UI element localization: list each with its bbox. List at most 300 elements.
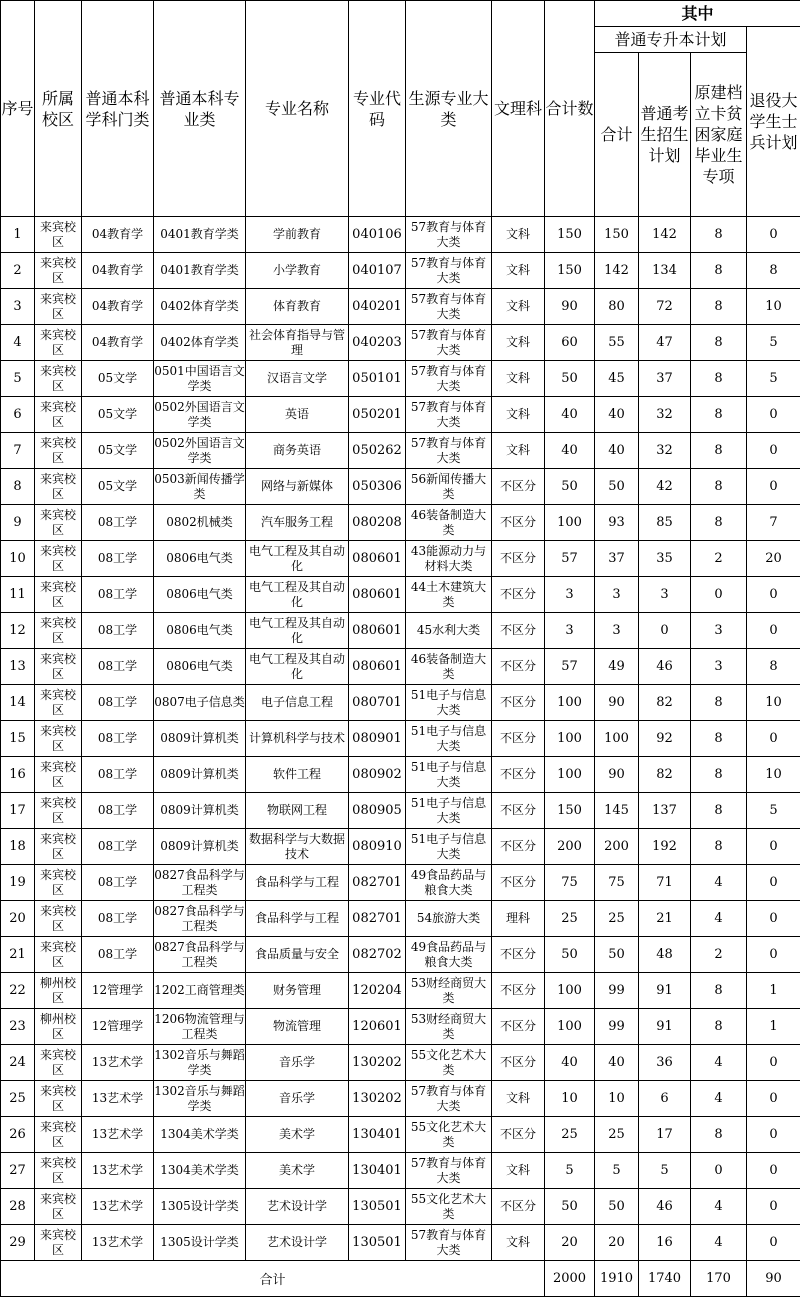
- cell-seq: 24: [1, 1045, 35, 1081]
- cell-major: 美术学: [246, 1153, 349, 1189]
- cell-source: 51电子与信息大类: [406, 757, 492, 793]
- cell-source: 55文化艺术大类: [406, 1117, 492, 1153]
- cell-subtotal: 5: [595, 1153, 639, 1189]
- cell-seq: 25: [1, 1081, 35, 1117]
- cell-veteran: 0: [747, 937, 800, 973]
- cell-subtotal: 25: [595, 901, 639, 937]
- cell-general: 82: [639, 685, 691, 721]
- cell-source: 51电子与信息大类: [406, 721, 492, 757]
- cell-category: 0809计算机类: [154, 757, 246, 793]
- cell-source: 46装备制造大类: [406, 505, 492, 541]
- cell-source: 51电子与信息大类: [406, 829, 492, 865]
- cell-veteran: 0: [747, 613, 800, 649]
- cell-seq: 21: [1, 937, 35, 973]
- cell-discipline: 08工学: [82, 901, 154, 937]
- cell-general: 48: [639, 937, 691, 973]
- cell-category: 0401教育学类: [154, 217, 246, 253]
- cell-discipline: 05文学: [82, 397, 154, 433]
- cell-general: 21: [639, 901, 691, 937]
- cell-total: 150: [545, 217, 595, 253]
- cell-arts-sci: 不区分: [492, 973, 545, 1009]
- cell-poverty: 8: [691, 793, 747, 829]
- cell-source: 57教育与体育大类: [406, 325, 492, 361]
- cell-code: 082701: [349, 901, 406, 937]
- cell-discipline: 08工学: [82, 721, 154, 757]
- cell-subtotal: 150: [595, 217, 639, 253]
- cell-code: 040201: [349, 289, 406, 325]
- cell-arts-sci: 不区分: [492, 1009, 545, 1045]
- cell-total: 5: [545, 1153, 595, 1189]
- cell-discipline: 08工学: [82, 793, 154, 829]
- table-row: [1, 505, 800, 541]
- cell-campus: 来宾校区: [35, 469, 82, 505]
- cell-source: 57教育与体育大类: [406, 397, 492, 433]
- cell-category: 0809计算机类: [154, 829, 246, 865]
- cell-subtotal: 3: [595, 577, 639, 613]
- cell-total: 100: [545, 1009, 595, 1045]
- cell-major: 电气工程及其自动化: [246, 541, 349, 577]
- table-row: [1, 253, 800, 289]
- cell-campus: 来宾校区: [35, 757, 82, 793]
- cell-source: 57教育与体育大类: [406, 289, 492, 325]
- cell-seq: 2: [1, 253, 35, 289]
- cell-seq: 19: [1, 865, 35, 901]
- cell-seq: 23: [1, 1009, 35, 1045]
- cell-campus: 来宾校区: [35, 397, 82, 433]
- cell-poverty: 4: [691, 1225, 747, 1261]
- cell-code: 082702: [349, 937, 406, 973]
- cell-general: 16: [639, 1225, 691, 1261]
- total-total: 2000: [545, 1261, 595, 1297]
- cell-arts-sci: 不区分: [492, 613, 545, 649]
- cell-poverty: 8: [691, 973, 747, 1009]
- cell-discipline: 08工学: [82, 685, 154, 721]
- cell-major: 音乐学: [246, 1081, 349, 1117]
- table-row: [1, 469, 800, 505]
- cell-arts-sci: 文科: [492, 1153, 545, 1189]
- cell-code: 130401: [349, 1117, 406, 1153]
- cell-major: 网络与新媒体: [246, 469, 349, 505]
- cell-general: 35: [639, 541, 691, 577]
- cell-subtotal: 100: [595, 721, 639, 757]
- cell-poverty: 2: [691, 937, 747, 973]
- cell-major: 英语: [246, 397, 349, 433]
- cell-subtotal: 40: [595, 433, 639, 469]
- cell-code: 120601: [349, 1009, 406, 1045]
- cell-arts-sci: 不区分: [492, 505, 545, 541]
- table-row: [1, 613, 800, 649]
- cell-subtotal: 145: [595, 793, 639, 829]
- table-row: [1, 865, 800, 901]
- cell-code: 050306: [349, 469, 406, 505]
- cell-seq: 18: [1, 829, 35, 865]
- header-poverty: 原建档立卡贫困家庭毕业生专项: [691, 53, 747, 217]
- cell-general: 92: [639, 721, 691, 757]
- cell-campus: 来宾校区: [35, 325, 82, 361]
- cell-campus: 来宾校区: [35, 901, 82, 937]
- cell-seq: 5: [1, 361, 35, 397]
- cell-source: 44土木建筑大类: [406, 577, 492, 613]
- cell-category: 0402体育学类: [154, 289, 246, 325]
- cell-poverty: 8: [691, 721, 747, 757]
- table-row: [1, 541, 800, 577]
- cell-arts-sci: 文科: [492, 217, 545, 253]
- cell-discipline: 08工学: [82, 937, 154, 973]
- cell-poverty: 8: [691, 217, 747, 253]
- cell-seq: 11: [1, 577, 35, 613]
- cell-discipline: 08工学: [82, 577, 154, 613]
- cell-arts-sci: 不区分: [492, 1045, 545, 1081]
- cell-general: 6: [639, 1081, 691, 1117]
- cell-major: 体育教育: [246, 289, 349, 325]
- cell-arts-sci: 文科: [492, 397, 545, 433]
- cell-general: 36: [639, 1045, 691, 1081]
- cell-code: 130202: [349, 1081, 406, 1117]
- cell-major: 物联网工程: [246, 793, 349, 829]
- cell-major: 电气工程及其自动化: [246, 613, 349, 649]
- cell-source: 43能源动力与材料大类: [406, 541, 492, 577]
- cell-category: 1304美术学类: [154, 1117, 246, 1153]
- cell-source: 49食品药品与粮食大类: [406, 937, 492, 973]
- cell-poverty: 8: [691, 829, 747, 865]
- header-discipline: 普通本科学科门类: [82, 1, 154, 217]
- cell-category: 1206物流管理与工程类: [154, 1009, 246, 1045]
- cell-category: 1305设计学类: [154, 1225, 246, 1261]
- cell-discipline: 12管理学: [82, 973, 154, 1009]
- cell-seq: 29: [1, 1225, 35, 1261]
- cell-general: 47: [639, 325, 691, 361]
- cell-arts-sci: 文科: [492, 253, 545, 289]
- cell-veteran: 0: [747, 1081, 800, 1117]
- cell-source: 46装备制造大类: [406, 649, 492, 685]
- table-row: [1, 1189, 800, 1225]
- header-total: 合计数: [545, 1, 595, 217]
- cell-category: 0502外国语言文学类: [154, 433, 246, 469]
- cell-category: 0806电气类: [154, 613, 246, 649]
- cell-arts-sci: 不区分: [492, 1117, 545, 1153]
- cell-major: 美术学: [246, 1117, 349, 1153]
- cell-source: 55文化艺术大类: [406, 1045, 492, 1081]
- cell-discipline: 05文学: [82, 469, 154, 505]
- cell-seq: 1: [1, 217, 35, 253]
- cell-arts-sci: 文科: [492, 1081, 545, 1117]
- cell-category: 0827食品科学与工程类: [154, 901, 246, 937]
- cell-major: 电子信息工程: [246, 685, 349, 721]
- table-row: [1, 577, 800, 613]
- cell-total: 25: [545, 1117, 595, 1153]
- cell-discipline: 08工学: [82, 865, 154, 901]
- cell-poverty: 8: [691, 325, 747, 361]
- cell-subtotal: 142: [595, 253, 639, 289]
- cell-poverty: 4: [691, 1189, 747, 1225]
- cell-campus: 来宾校区: [35, 1225, 82, 1261]
- table-row: [1, 1117, 800, 1153]
- cell-veteran: 0: [747, 829, 800, 865]
- cell-subtotal: 45: [595, 361, 639, 397]
- cell-major: 软件工程: [246, 757, 349, 793]
- cell-general: 72: [639, 289, 691, 325]
- cell-category: 0806电气类: [154, 541, 246, 577]
- cell-discipline: 04教育学: [82, 325, 154, 361]
- cell-general: 71: [639, 865, 691, 901]
- cell-general: 134: [639, 253, 691, 289]
- header-source: 生源专业大类: [406, 1, 492, 217]
- cell-arts-sci: 文科: [492, 361, 545, 397]
- cell-campus: 来宾校区: [35, 685, 82, 721]
- cell-seq: 4: [1, 325, 35, 361]
- cell-major: 计算机科学与技术: [246, 721, 349, 757]
- cell-source: 57教育与体育大类: [406, 361, 492, 397]
- cell-subtotal: 200: [595, 829, 639, 865]
- cell-veteran: 1: [747, 1009, 800, 1045]
- table-row: [1, 1081, 800, 1117]
- cell-total: 57: [545, 649, 595, 685]
- cell-general: 0: [639, 613, 691, 649]
- cell-campus: 柳州校区: [35, 973, 82, 1009]
- cell-total: 150: [545, 793, 595, 829]
- cell-code: 080901: [349, 721, 406, 757]
- cell-campus: 来宾校区: [35, 541, 82, 577]
- cell-category: 0827食品科学与工程类: [154, 865, 246, 901]
- cell-campus: 来宾校区: [35, 577, 82, 613]
- cell-subtotal: 80: [595, 289, 639, 325]
- cell-poverty: 4: [691, 1081, 747, 1117]
- table-row: [1, 325, 800, 361]
- cell-discipline: 08工学: [82, 505, 154, 541]
- header-general: 普通考生招生计划: [639, 53, 691, 217]
- cell-discipline: 08工学: [82, 829, 154, 865]
- cell-poverty: 8: [691, 253, 747, 289]
- cell-source: 54旅游大类: [406, 901, 492, 937]
- cell-arts-sci: 不区分: [492, 541, 545, 577]
- cell-major: 学前教育: [246, 217, 349, 253]
- cell-code: 130501: [349, 1189, 406, 1225]
- cell-general: 142: [639, 217, 691, 253]
- cell-discipline: 04教育学: [82, 289, 154, 325]
- cell-discipline: 12管理学: [82, 1009, 154, 1045]
- cell-total: 20: [545, 1225, 595, 1261]
- cell-source: 45水利大类: [406, 613, 492, 649]
- cell-general: 46: [639, 649, 691, 685]
- cell-seq: 14: [1, 685, 35, 721]
- cell-source: 51电子与信息大类: [406, 685, 492, 721]
- cell-poverty: 8: [691, 1117, 747, 1153]
- cell-major: 音乐学: [246, 1045, 349, 1081]
- cell-campus: 来宾校区: [35, 433, 82, 469]
- cell-general: 5: [639, 1153, 691, 1189]
- cell-source: 57教育与体育大类: [406, 253, 492, 289]
- cell-subtotal: 3: [595, 613, 639, 649]
- cell-arts-sci: 不区分: [492, 1189, 545, 1225]
- cell-veteran: 5: [747, 361, 800, 397]
- cell-major: 汽车服务工程: [246, 505, 349, 541]
- cell-poverty: 8: [691, 361, 747, 397]
- total-row: [1, 1261, 800, 1297]
- cell-source: 57教育与体育大类: [406, 1081, 492, 1117]
- cell-subtotal: 99: [595, 1009, 639, 1045]
- cell-arts-sci: 不区分: [492, 577, 545, 613]
- cell-arts-sci: 不区分: [492, 829, 545, 865]
- cell-code: 080902: [349, 757, 406, 793]
- cell-source: 49食品药品与粮食大类: [406, 865, 492, 901]
- cell-seq: 26: [1, 1117, 35, 1153]
- cell-code: 130202: [349, 1045, 406, 1081]
- total-veteran: 90: [747, 1261, 800, 1297]
- cell-general: 137: [639, 793, 691, 829]
- cell-poverty: 4: [691, 901, 747, 937]
- cell-seq: 17: [1, 793, 35, 829]
- cell-poverty: 8: [691, 469, 747, 505]
- cell-general: 85: [639, 505, 691, 541]
- cell-arts-sci: 理科: [492, 901, 545, 937]
- cell-veteran: 10: [747, 289, 800, 325]
- cell-total: 3: [545, 613, 595, 649]
- table-row: [1, 829, 800, 865]
- cell-code: 082701: [349, 865, 406, 901]
- cell-general: 91: [639, 1009, 691, 1045]
- total-poverty: 170: [691, 1261, 747, 1297]
- cell-arts-sci: 不区分: [492, 649, 545, 685]
- cell-arts-sci: 不区分: [492, 937, 545, 973]
- cell-campus: 来宾校区: [35, 253, 82, 289]
- table-row: [1, 685, 800, 721]
- cell-major: 食品质量与安全: [246, 937, 349, 973]
- cell-subtotal: 37: [595, 541, 639, 577]
- cell-campus: 来宾校区: [35, 1189, 82, 1225]
- cell-code: 080601: [349, 613, 406, 649]
- cell-total: 100: [545, 505, 595, 541]
- cell-category: 0809计算机类: [154, 721, 246, 757]
- cell-discipline: 13艺术学: [82, 1117, 154, 1153]
- cell-discipline: 05文学: [82, 361, 154, 397]
- cell-category: 1304美术学类: [154, 1153, 246, 1189]
- cell-veteran: 8: [747, 649, 800, 685]
- cell-veteran: 0: [747, 1117, 800, 1153]
- cell-veteran: 1: [747, 973, 800, 1009]
- cell-category: 0401教育学类: [154, 253, 246, 289]
- cell-category: 0806电气类: [154, 649, 246, 685]
- cell-subtotal: 50: [595, 1189, 639, 1225]
- cell-subtotal: 20: [595, 1225, 639, 1261]
- cell-campus: 来宾校区: [35, 865, 82, 901]
- cell-total: 90: [545, 289, 595, 325]
- cell-category: 0501中国语言文学类: [154, 361, 246, 397]
- cell-subtotal: 93: [595, 505, 639, 541]
- cell-seq: 20: [1, 901, 35, 937]
- cell-poverty: 3: [691, 613, 747, 649]
- table-row: [1, 793, 800, 829]
- cell-veteran: 0: [747, 1153, 800, 1189]
- cell-source: 53财经商贸大类: [406, 1009, 492, 1045]
- cell-category: 0809计算机类: [154, 793, 246, 829]
- cell-major: 电气工程及其自动化: [246, 577, 349, 613]
- cell-campus: 来宾校区: [35, 1081, 82, 1117]
- cell-discipline: 08工学: [82, 757, 154, 793]
- cell-discipline: 13艺术学: [82, 1189, 154, 1225]
- header-major: 专业名称: [246, 1, 349, 217]
- cell-veteran: 8: [747, 253, 800, 289]
- cell-poverty: 4: [691, 1045, 747, 1081]
- cell-seq: 10: [1, 541, 35, 577]
- cell-source: 57教育与体育大类: [406, 217, 492, 253]
- table-row: [1, 973, 800, 1009]
- cell-subtotal: 55: [595, 325, 639, 361]
- cell-major: 汉语言文学: [246, 361, 349, 397]
- cell-total: 100: [545, 973, 595, 1009]
- total-general: 1740: [639, 1261, 691, 1297]
- cell-seq: 9: [1, 505, 35, 541]
- cell-discipline: 08工学: [82, 649, 154, 685]
- cell-veteran: 0: [747, 433, 800, 469]
- header-arts-sci: 文理科: [492, 1, 545, 217]
- cell-veteran: 10: [747, 685, 800, 721]
- cell-arts-sci: 文科: [492, 1225, 545, 1261]
- cell-code: 130501: [349, 1225, 406, 1261]
- cell-total: 57: [545, 541, 595, 577]
- cell-total: 50: [545, 469, 595, 505]
- cell-arts-sci: 文科: [492, 289, 545, 325]
- cell-category: 1202工商管理类: [154, 973, 246, 1009]
- cell-subtotal: 90: [595, 757, 639, 793]
- cell-code: 040106: [349, 217, 406, 253]
- cell-major: 艺术设计学: [246, 1225, 349, 1261]
- cell-veteran: 0: [747, 577, 800, 613]
- cell-seq: 15: [1, 721, 35, 757]
- cell-category: 0402体育学类: [154, 325, 246, 361]
- cell-major: 电气工程及其自动化: [246, 649, 349, 685]
- cell-veteran: 0: [747, 397, 800, 433]
- cell-campus: 来宾校区: [35, 1045, 82, 1081]
- cell-code: 080208: [349, 505, 406, 541]
- cell-subtotal: 75: [595, 865, 639, 901]
- cell-seq: 6: [1, 397, 35, 433]
- cell-category: 0806电气类: [154, 577, 246, 613]
- cell-seq: 16: [1, 757, 35, 793]
- cell-subtotal: 25: [595, 1117, 639, 1153]
- cell-code: 080701: [349, 685, 406, 721]
- cell-veteran: 20: [747, 541, 800, 577]
- cell-general: 37: [639, 361, 691, 397]
- cell-discipline: 04教育学: [82, 253, 154, 289]
- cell-campus: 来宾校区: [35, 793, 82, 829]
- table-row: [1, 217, 800, 253]
- cell-discipline: 13艺术学: [82, 1225, 154, 1261]
- cell-total: 200: [545, 829, 595, 865]
- table-row: [1, 289, 800, 325]
- cell-code: 080910: [349, 829, 406, 865]
- cell-general: 32: [639, 433, 691, 469]
- cell-category: 0827食品科学与工程类: [154, 937, 246, 973]
- cell-code: 050201: [349, 397, 406, 433]
- cell-arts-sci: 不区分: [492, 865, 545, 901]
- cell-arts-sci: 不区分: [492, 685, 545, 721]
- cell-poverty: 8: [691, 685, 747, 721]
- cell-general: 91: [639, 973, 691, 1009]
- cell-code: 050262: [349, 433, 406, 469]
- cell-poverty: 8: [691, 757, 747, 793]
- cell-arts-sci: 文科: [492, 325, 545, 361]
- cell-code: 130401: [349, 1153, 406, 1189]
- cell-category: 1302音乐与舞蹈学类: [154, 1081, 246, 1117]
- cell-campus: 来宾校区: [35, 505, 82, 541]
- cell-campus: 来宾校区: [35, 937, 82, 973]
- cell-category: 0802机械类: [154, 505, 246, 541]
- cell-subtotal: 49: [595, 649, 639, 685]
- cell-discipline: 08工学: [82, 613, 154, 649]
- cell-veteran: 0: [747, 469, 800, 505]
- cell-category: 0807电子信息类: [154, 685, 246, 721]
- cell-total: 100: [545, 757, 595, 793]
